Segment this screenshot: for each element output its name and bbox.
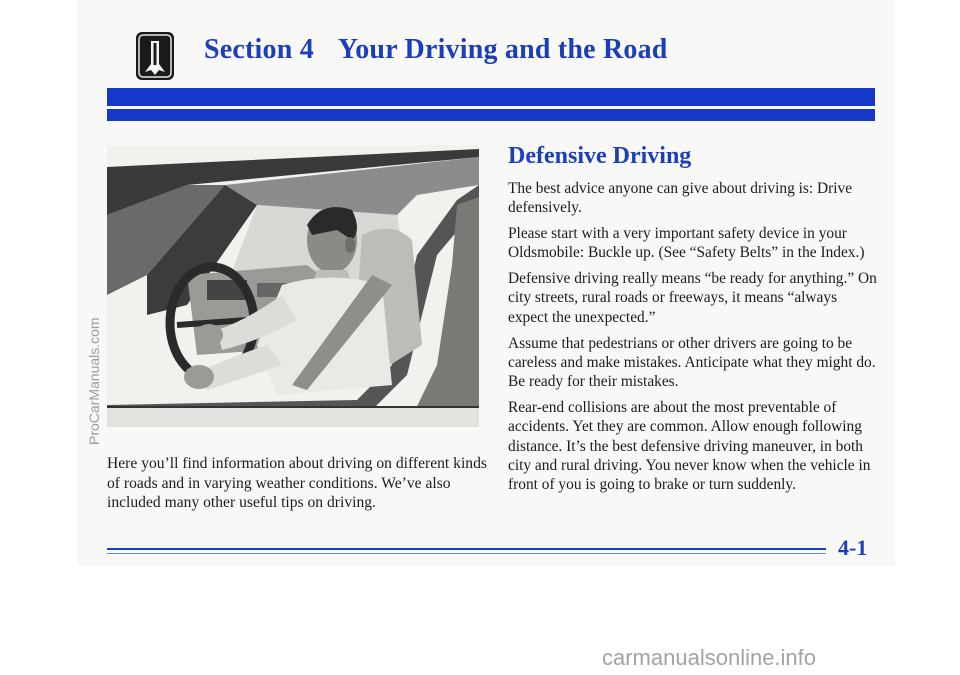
section-label: Section 4 [204, 34, 314, 65]
section-heading: Your Driving and the Road [337, 34, 668, 65]
header-bar-rule [107, 106, 875, 109]
page-number: 4-1 [838, 535, 868, 560]
footer-rule [107, 548, 826, 550]
paragraph: Please start with a very important safety device in your Oldsmobile: Buckle up. (See “Safety Belts” in the Index.) [508, 225, 865, 262]
paragraph: The best advice anyone can give about driving is: Drive defensively. [508, 180, 853, 217]
paragraph: Defensive driving really means “be ready for anything.” On city streets, rural roads or freeways, it means “always expect the unexpected.” [508, 270, 877, 326]
bottom-watermark: carmanualsonline.info [602, 645, 817, 670]
side-watermark: ProCarManuals.com [86, 317, 102, 445]
defensive-driving-heading: Defensive Driving [508, 143, 692, 169]
header-color-bar [107, 88, 875, 121]
paragraph: Rear-end collisions are about the most preventable of accidents. Yet they are common. Allow enough following distance. It’s the best defensive driving maneuver, in both city and rural driving. You never know when the vehicle in front of you is going to brake or turn suddenly. [508, 398, 871, 494]
section-title [204, 34, 668, 66]
paragraph: Assume that pedestrians or other drivers are going to be careless and make mistakes. Anticipate what they might do. Be ready for their mistakes. [508, 334, 876, 391]
oldsmobile-logo-icon [136, 32, 174, 80]
defensive-driving-body [508, 179, 878, 501]
footer-rule-thin [107, 553, 826, 554]
driver-at-wheel-illustration-icon [107, 145, 479, 427]
intro-caption: Here you’ll find information about driving on different kinds of roads and in varying weather conditions. We’ve also included many other useful tips on driving. [107, 455, 487, 511]
